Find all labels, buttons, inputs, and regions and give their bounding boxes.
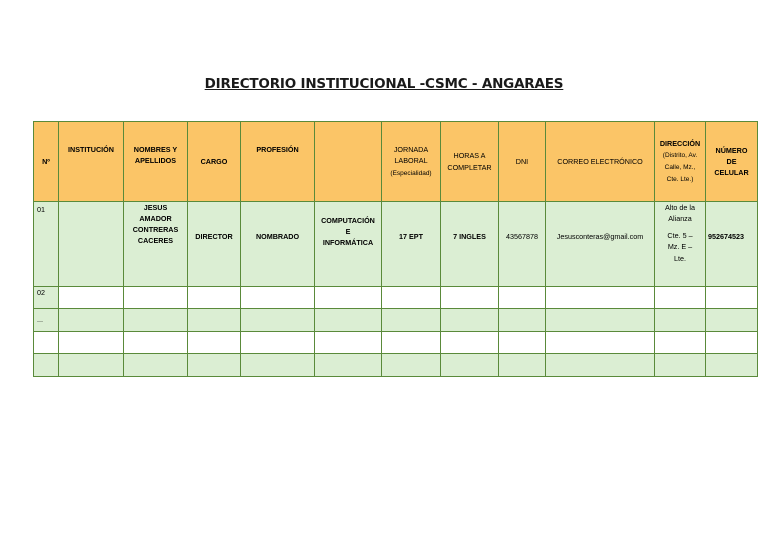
cell-empty xyxy=(124,332,188,354)
cell-empty xyxy=(315,309,382,332)
cell-empty xyxy=(706,309,758,332)
cell-empty xyxy=(655,309,706,332)
header-institucion: INSTITUCIÓN xyxy=(59,122,124,202)
cell-num xyxy=(34,332,59,354)
cell-horas: 7 INGLES xyxy=(441,202,499,287)
table-row xyxy=(34,287,758,309)
cell-dni: 43567878 xyxy=(499,202,546,287)
cell-empty xyxy=(124,354,188,377)
cell-empty xyxy=(124,309,188,332)
header-celular: NÚMERO DE CELULAR xyxy=(706,122,758,202)
cell-empty xyxy=(382,287,441,309)
cell-empty xyxy=(315,287,382,309)
cell-empty xyxy=(59,354,124,377)
cell-empty xyxy=(706,332,758,354)
table-row xyxy=(34,309,758,332)
cell-empty xyxy=(499,287,546,309)
cell-empty xyxy=(188,354,241,377)
cell-empty xyxy=(241,332,315,354)
header-num: Nº xyxy=(34,122,59,202)
header-nombres: NOMBRES Y APELLIDOS xyxy=(124,122,188,202)
cell-empty xyxy=(546,354,655,377)
cell-num: 02 xyxy=(34,287,59,309)
cell-especialidad: COMPUTACIÓN E INFORMÁTICA xyxy=(315,202,382,287)
cell-empty xyxy=(441,287,499,309)
cell-num: 01 xyxy=(34,202,59,287)
header-profesion: PROFESIÓN xyxy=(241,122,315,202)
cell-empty xyxy=(382,309,441,332)
cell-empty xyxy=(241,287,315,309)
cell-celular: 952674523 xyxy=(706,202,758,287)
cell-empty xyxy=(241,309,315,332)
cell-empty xyxy=(382,332,441,354)
cell-empty xyxy=(441,309,499,332)
cell-empty xyxy=(441,332,499,354)
cell-correo: Jesusconteras@gmail.com xyxy=(546,202,655,287)
directory-table xyxy=(33,121,758,377)
cell-empty xyxy=(59,332,124,354)
cell-empty xyxy=(499,309,546,332)
cell-empty xyxy=(124,287,188,309)
header-jornada: JORNADA LABORAL (Especialidad) xyxy=(382,122,441,202)
cell-empty xyxy=(655,354,706,377)
cell-nombres: JESUS AMADOR CONTRERAS CACERES xyxy=(124,202,188,287)
cell-empty xyxy=(499,354,546,377)
cell-empty xyxy=(59,287,124,309)
cell-cargo: DIRECTOR xyxy=(188,202,241,287)
cell-empty xyxy=(546,287,655,309)
cell-empty xyxy=(188,287,241,309)
cell-empty xyxy=(188,309,241,332)
cell-empty xyxy=(546,309,655,332)
header-direccion: DIRECCIÓN (Distrito, Av. Calle, Mz., Cte. Lte.) xyxy=(655,122,706,202)
cell-empty xyxy=(655,287,706,309)
cell-direccion: Alto de la Alianza Cte. 5 – Mz. E – Lte. xyxy=(655,202,706,287)
cell-empty xyxy=(546,332,655,354)
cell-empty xyxy=(188,332,241,354)
page-title: DIRECTORIO INSTITUCIONAL -CSMC - ANGARAES xyxy=(204,76,564,92)
cell-jornada: 17 EPT xyxy=(382,202,441,287)
cell-empty xyxy=(59,309,124,332)
header-dni: DNI xyxy=(499,122,546,202)
header-correo: CORREO ELECTRÓNICO xyxy=(546,122,655,202)
header-horas: HORAS A COMPLETAR xyxy=(441,122,499,202)
cell-empty xyxy=(706,287,758,309)
table-row xyxy=(34,202,758,287)
cell-empty xyxy=(499,332,546,354)
cell-empty xyxy=(241,354,315,377)
table-row xyxy=(34,354,758,377)
header-row xyxy=(34,122,758,202)
cell-empty xyxy=(315,332,382,354)
cell-empty xyxy=(706,354,758,377)
cell-num: ... xyxy=(34,309,59,332)
cell-empty xyxy=(315,354,382,377)
table-row xyxy=(34,332,758,354)
cell-empty xyxy=(655,332,706,354)
cell-institucion xyxy=(59,202,124,287)
cell-empty xyxy=(382,354,441,377)
cell-profesion: NOMBRADO xyxy=(241,202,315,287)
header-blank xyxy=(315,122,382,202)
cell-empty xyxy=(441,354,499,377)
cell-num xyxy=(34,354,59,377)
header-cargo: CARGO xyxy=(188,122,241,202)
